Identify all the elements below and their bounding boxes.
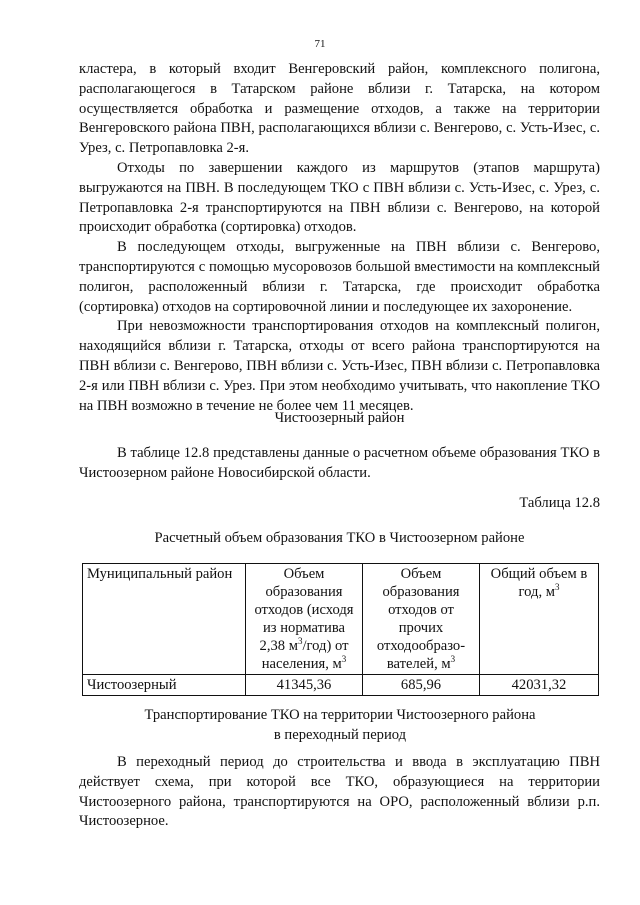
table-label-block xyxy=(79,494,600,514)
table-row xyxy=(83,675,599,696)
section-heading-block xyxy=(79,409,600,429)
header-district: Муниципальный район xyxy=(83,564,246,675)
cell-population: 41345,36 xyxy=(246,675,363,696)
intro-paragraph: В таблице 12.8 представлены данные о расчетном объеме образования ТКО в Чистоозерном районе Новосибирской области. xyxy=(79,445,600,481)
paragraph-transition: В переходный период до строительства и ввода в эксплуатацию ПВН действует схема, при которой все ТКО, образующиеся на территории Чистоозерного района, транспортируются на ОРО, расположенный вблизи р.п. Чистоозерное. xyxy=(79,754,600,830)
body-text-top xyxy=(79,60,600,416)
paragraph-routes: Отходы по завершении каждого из маршрутов (этапов маршрута) выгружаются на ПВН. В последующем ТКО с ПВН вблизи с. Усть-Изес, с. Урез, с. Петропавловка 2-я транспортируются на ПВН вблизи с. Венгерово, на которой происходит обработка (сортировка) отходов. xyxy=(79,159,600,236)
intro-block xyxy=(79,444,600,484)
table-header-row xyxy=(83,564,599,675)
bottom-block xyxy=(79,753,600,832)
cell-total: 42031,32 xyxy=(480,675,599,696)
page-number: 71 xyxy=(314,38,326,50)
paragraph-cluster: кластера, в который входит Венгеровский район, комплексного полигона, располагающегося в Татарском районе вблизи г. Татарска, на котором осуществляется обработка и размещение отходов, а также на территории Венгеровского района ПВН, располагающихся вблизи с. Венгерово, с. Усть-Изес, с. Урез, с. Петропавловка 2-я. xyxy=(79,61,600,157)
header-total: Общий объем в год, $м^3$ xyxy=(480,564,599,675)
table-title: Расчетный объем образования ТКО в Чистоозерном районе xyxy=(154,530,525,546)
table-title-block xyxy=(79,529,600,549)
paragraph-transport: В последующем отходы, выгруженные на ПВН вблизи с. Венгерово, транспортируются с помощью мусоровозов большой вместимости на комплексный полигон, расположенный вблизи г. Татарска, где происходит обработка (сортировка) отходов на сортировочной линии и последующее их захоронение. xyxy=(79,239,600,315)
section-heading: Чистоозерный район xyxy=(274,410,405,426)
header-other: Объем образования отходов от прочих отходообразо-вателей, $м^3$ xyxy=(363,564,480,675)
header-population: Объем образования отходов (исходя из норматива 2,38 $м^3/год$) от населения, $м^3$ xyxy=(246,564,363,675)
subheading-block xyxy=(140,706,540,746)
subheading: Транспортирование ТКО на территории Чистоозерного района в переходный период xyxy=(144,707,536,743)
cell-other: 685,96 xyxy=(363,675,480,696)
paragraph-alternative: При невозможности транспортирования отходов на комплексный полигон, находящийся вблизи г. Татарска, отходы от всего района транспортируются на ПВН вблизи с. Венгерово, ПВН вблизи с. Усть-Изес, ПВН вблизи с. Петропавловка 2-я или ПВН вблизи с. Урез. При этом необходимо учитывать, что накопление ТКО на ПВН возможно в течение не более чем 11 месяцев. xyxy=(79,318,600,414)
cell-district: Чистоозерный xyxy=(83,675,246,696)
waste-volume-table xyxy=(82,563,599,696)
table-label: Таблица 12.8 xyxy=(519,495,600,511)
